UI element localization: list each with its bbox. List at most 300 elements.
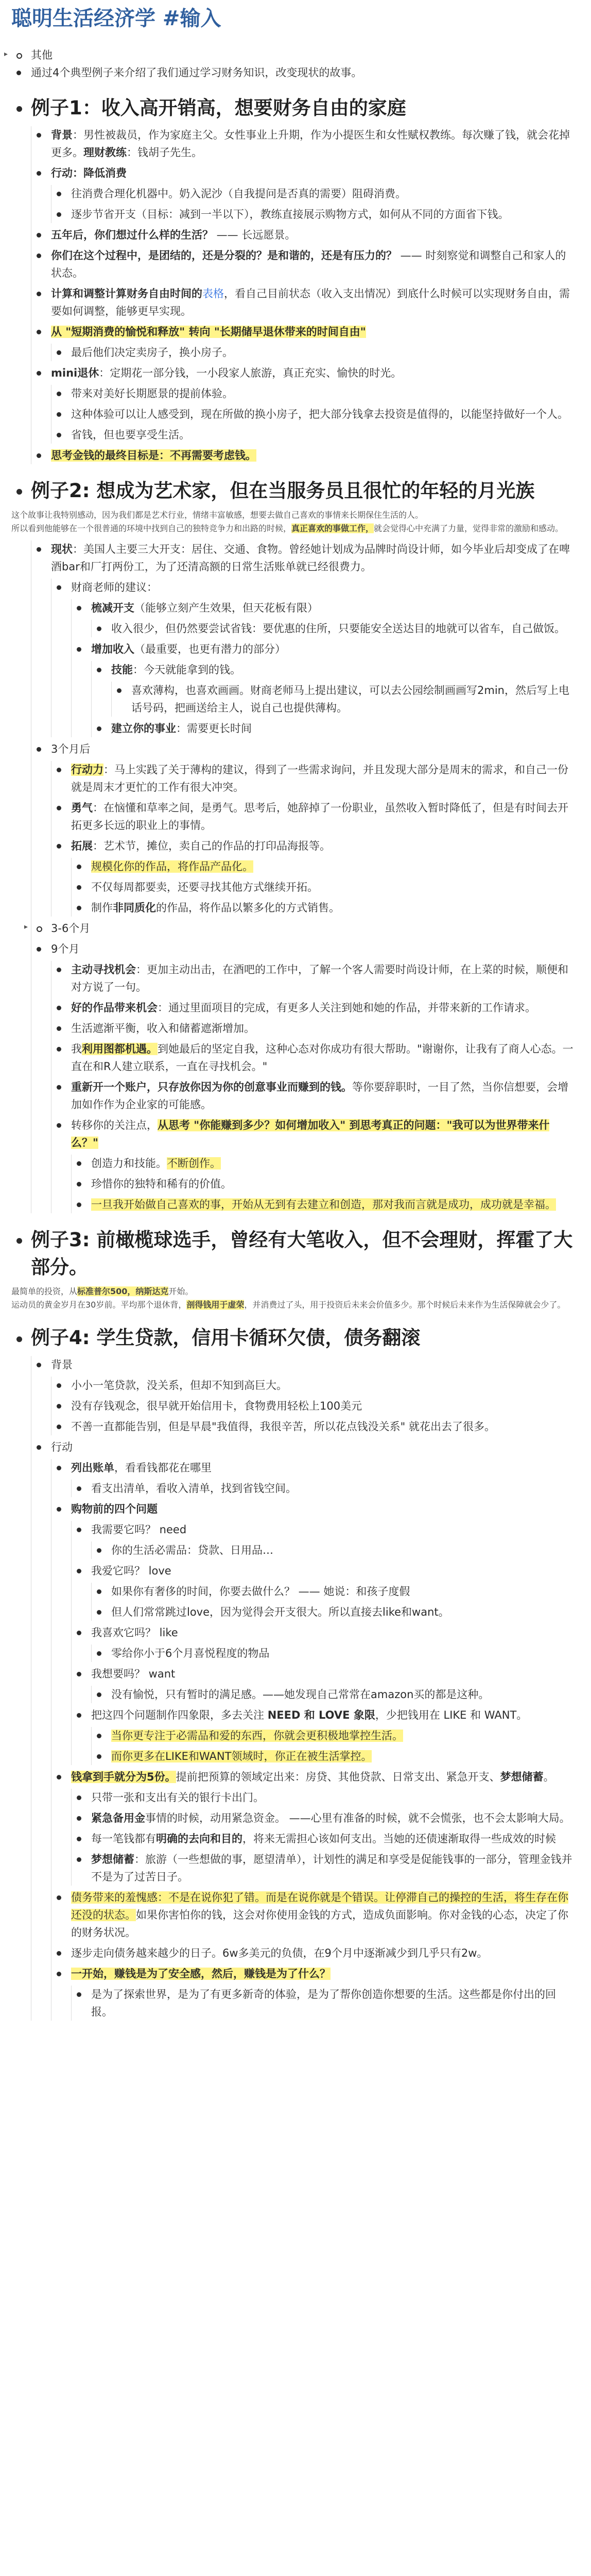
outline-row	[92, 1686, 575, 1703]
text-span: 所以看到他能够在一个很普通的环境中找到自己的独特竞争力和出路的时候，	[11, 523, 292, 533]
text-span: 省钱，但也要享受生活。	[71, 428, 190, 441]
outline-row	[51, 185, 575, 202]
outline-list	[91, 1645, 575, 1662]
text-span: 收入很少，但仍然要尝试省钱：要优惠的住所，只要能安全送达目的地就可以省车，自己做饭。	[111, 622, 565, 635]
text-span: 列出账单	[71, 1461, 114, 1474]
text-span: 通过4个典型例子来介绍了我们通过学习财务知识，改变现状的故事。	[31, 66, 362, 79]
outline-row	[51, 1500, 575, 1518]
outline-row	[11, 64, 575, 81]
outline-list	[71, 1155, 575, 1213]
bullet-icon[interactable]	[77, 1528, 81, 1532]
bullet-icon[interactable]	[37, 547, 41, 552]
list-item	[51, 1459, 575, 1497]
text-span: ：定期花一部分钱，一小段家人旅游，真正充实、愉快的时光。	[99, 366, 402, 379]
text-span: 梦想储蓄	[500, 1771, 544, 1784]
table-link[interactable]: 表格	[202, 287, 224, 300]
list-item	[51, 961, 575, 996]
text-span: 我	[71, 1042, 82, 1055]
outline-row	[72, 1562, 575, 1580]
bullet-icon[interactable]	[57, 1425, 61, 1429]
list-item	[31, 323, 575, 361]
list-item	[51, 1377, 575, 1394]
outline-row	[72, 1155, 575, 1172]
bullet-icon[interactable]	[37, 747, 41, 752]
outline-list	[51, 761, 575, 917]
list-item	[92, 661, 575, 717]
text-span: 剖得钱用于虚荣	[186, 1299, 245, 1310]
outline-row	[92, 720, 575, 737]
outline-list	[71, 1789, 575, 1886]
outline-row	[51, 999, 575, 1016]
outline-row	[4, 46, 575, 64]
list-item	[72, 1830, 575, 1848]
text-span: 从 "短期消费的愉悦和释放" 转向 "长期储早退休带来的时间自由"	[51, 325, 366, 338]
text-span: ：美国人主要三大开支：居住、交通、食物。曾经她计划成为品牌时尚设计师，如今毕业后却变成了在啤酒bar和厂打两份工，为了还清高额的日常生活账单就已经很费力。	[51, 543, 570, 573]
bullet-icon[interactable]	[37, 926, 42, 932]
outline-row	[72, 858, 575, 875]
list-item	[51, 579, 575, 737]
list-item	[24, 920, 575, 937]
text-span: 是为了探索世界，是为了有更多新奇的体验，是为了帮你创造你想要的生活。这些都是你付出的回报。	[91, 1988, 556, 2019]
bullet-icon[interactable]	[37, 292, 41, 296]
bullet-icon[interactable]	[57, 768, 61, 772]
list-item	[72, 1521, 575, 1559]
bullet-icon[interactable]	[97, 668, 101, 672]
ex2-heading: 例子2: 想成为艺术家，但在当服务员且很忙的年轻的月光族	[31, 479, 535, 502]
text-span: 你的生活必需品：贷款、日用品…	[111, 1544, 273, 1556]
bullet-icon[interactable]	[77, 885, 81, 890]
outline-row	[72, 1665, 575, 1683]
text-span: ：艺术节，摊位，卖自己的作品的打印品海报等。	[93, 839, 331, 852]
bullet-icon[interactable]	[37, 233, 41, 238]
bullet-icon[interactable]	[77, 1992, 81, 1997]
text-span: ：钱胡子先生。	[127, 146, 202, 159]
bullet-icon[interactable]	[37, 1445, 41, 1450]
outline-list	[91, 1583, 575, 1621]
outline-list	[11, 95, 575, 464]
outline-row	[51, 1078, 575, 1113]
text-span: 如果你有奢侈的时间，你要去做什么？ —— 她说：和孩子度假	[111, 1585, 410, 1598]
list-item	[92, 1541, 575, 1559]
outline-row	[51, 761, 575, 796]
bullet-icon[interactable]	[77, 1161, 81, 1166]
outline-row	[72, 1480, 575, 1497]
outline-row	[51, 344, 575, 361]
text-span: mini退休	[51, 366, 99, 379]
misc-item	[4, 46, 575, 64]
bullet-icon[interactable]	[77, 865, 81, 869]
ex3-section	[11, 1227, 575, 1311]
expand-arrow-icon[interactable]: ▸	[4, 49, 8, 58]
bullet-icon[interactable]	[77, 1713, 81, 1718]
bullet-icon[interactable]	[16, 53, 22, 59]
bullet-icon[interactable]	[37, 371, 41, 376]
outline-row	[72, 1851, 575, 1886]
text-span: —— 时刻察觉和调整自己和家人的状态。	[51, 249, 566, 279]
text-span: 逐步走向债务越来越少的日子。6w多美元的负债，在9个月中逐渐减少到几乎只有2w。	[71, 1947, 488, 1960]
outline-row	[31, 164, 575, 182]
list-item	[92, 1603, 575, 1621]
outline-row	[51, 1418, 575, 1435]
text-span: （能够立刻产生效果，但天花板有限）	[134, 601, 318, 614]
list-item	[72, 1562, 575, 1621]
bullet-icon[interactable]	[37, 1363, 41, 1367]
intro-item	[11, 64, 575, 81]
text-span: ，看看钱都花在哪里	[114, 1461, 212, 1474]
bullet-icon[interactable]	[77, 1672, 81, 1676]
bullet-icon[interactable]	[57, 1775, 61, 1780]
list-item	[31, 740, 575, 917]
list-item	[31, 1356, 575, 1435]
outline-list	[24, 540, 575, 1214]
text-span: 梦想储蓄	[91, 1853, 134, 1866]
list-item	[92, 1748, 575, 1765]
bullet-icon[interactable]	[77, 1202, 81, 1207]
outline-list	[31, 126, 575, 464]
list-item	[51, 799, 575, 834]
list-item	[31, 1438, 575, 2021]
text-span: 一开始，赚钱是为了安全感，然后，赚钱是为了什么？	[71, 1968, 331, 1980]
text-span: 而你更多在LIKE和WANT领域时，你正在被生活掌控。	[111, 1750, 372, 1763]
text-span: 真正喜欢的事做工作，	[291, 523, 374, 533]
bullet-icon[interactable]	[16, 1238, 22, 1244]
outline-list	[91, 620, 575, 637]
outline-row	[72, 878, 575, 896]
text-span: 看支出清单，看收入清单，找到省钱空间。	[91, 1482, 297, 1495]
bullet-icon[interactable]	[97, 626, 101, 631]
bullet-icon[interactable]	[97, 1589, 101, 1594]
text-span: 我想要吗？ want	[91, 1668, 176, 1681]
text-span: ：马上实践了关于薄构的建议，得到了一些需求询问，并且发现大部分是周末的需求，和自己一份就是周末才更忙的工作有很大冲突。	[71, 763, 568, 793]
bullet-icon[interactable]	[16, 106, 22, 112]
outline-list	[71, 858, 575, 917]
outline-row	[72, 1789, 575, 1806]
bullet-icon[interactable]	[16, 71, 21, 75]
bullet-icon[interactable]	[97, 1734, 101, 1738]
list-item	[31, 285, 575, 320]
outline-list	[71, 599, 575, 737]
text-span: 不善一直都能告别，但是早晨"我值得，我很辛苦，所以花点钱没关系" 就花出去了很多。	[71, 1420, 495, 1433]
bullet-icon[interactable]	[77, 1631, 81, 1635]
text-span: 这种体验可以让人感受到，现在所做的换小房子，把大部分钱拿去投资是值得的，以能坚持做好一个人。	[71, 408, 568, 420]
text-span: 背景	[51, 128, 73, 141]
outline-row	[51, 1768, 575, 1786]
list-item	[51, 1944, 575, 1962]
outline-row	[31, 364, 575, 382]
list-item	[31, 226, 575, 244]
outline-row	[31, 226, 575, 244]
bullet-icon[interactable]	[57, 1026, 61, 1031]
outline-row	[51, 1459, 575, 1477]
list-item	[72, 878, 575, 896]
list-item	[31, 247, 575, 282]
outline-list	[111, 682, 575, 717]
outline-row	[11, 1227, 575, 1281]
outline-row	[92, 1541, 575, 1559]
list-item	[72, 1196, 575, 1213]
text-span: 明确的去向和目的	[156, 1833, 242, 1845]
outline-row	[51, 1889, 575, 1941]
list-item	[51, 1078, 575, 1113]
list-item	[72, 1624, 575, 1662]
bullet-icon[interactable]	[57, 1383, 61, 1388]
text-span: 背景	[51, 1358, 73, 1371]
list-item	[72, 1851, 575, 1886]
bullet-icon[interactable]	[77, 647, 81, 652]
text-span: 降低消费	[83, 166, 127, 179]
outline-row	[31, 285, 575, 320]
text-span: 生活遮渐平衡，收入和储蓄遮渐增加。	[71, 1022, 255, 1035]
list-item	[72, 1665, 575, 1703]
text-span: ：通过里面项目的完成，有更多人关注到她和她的作品，并带来新的工作请求。	[158, 1001, 536, 1014]
outline-row	[51, 1397, 575, 1415]
outline-row	[31, 1356, 575, 1374]
text-span: 利用图都机遇。	[82, 1042, 158, 1055]
list-item	[112, 682, 575, 717]
bullet-icon[interactable]	[57, 1085, 61, 1090]
list-item	[92, 1727, 575, 1744]
ex1-background	[31, 126, 575, 161]
outline-row	[112, 682, 575, 717]
list-item	[72, 1175, 575, 1193]
list-item	[72, 1809, 575, 1827]
bullet-icon[interactable]	[57, 1507, 61, 1512]
outline-row	[31, 540, 575, 575]
text-span: ：男性被裁员，作为家庭主父。女性事业上升期，作为小提医生和女性赋权教练。每次赚了钱，就会花掉更多。	[51, 128, 570, 159]
bullet-icon[interactable]	[37, 253, 41, 258]
bullet-icon[interactable]	[77, 906, 81, 910]
text-span: 行动	[51, 1440, 73, 1453]
bullet-icon[interactable]	[37, 947, 41, 952]
outline-row	[51, 426, 575, 444]
bullet-icon[interactable]	[97, 726, 101, 731]
list-item	[51, 385, 575, 402]
list-item	[72, 640, 575, 737]
outline-row	[72, 899, 575, 917]
text-span: 。	[543, 1771, 554, 1784]
bullet-icon[interactable]	[37, 330, 41, 334]
bullet-icon[interactable]	[57, 1404, 61, 1409]
bullet-icon[interactable]	[57, 1951, 61, 1956]
text-span: 钱拿到手就分为5份。	[71, 1771, 176, 1784]
text-span: 不仅每周都要卖，还要寻找其他方式继续开拓。	[91, 880, 318, 893]
bullet-icon[interactable]	[77, 1486, 81, 1491]
list-item	[92, 1645, 575, 1662]
text-span: 标准普尔500，纳斯达克	[77, 1286, 169, 1297]
outline-row	[51, 961, 575, 996]
bullet-icon[interactable]	[97, 1651, 101, 1656]
bullet-icon[interactable]	[57, 433, 61, 437]
ex1-heading: 例子1：收入高开销高，想要财务自由的家庭	[31, 97, 406, 120]
bullet-icon[interactable]	[57, 806, 61, 810]
bullet-icon[interactable]	[57, 585, 61, 590]
outline-list	[71, 1521, 575, 1765]
bullet-icon[interactable]	[57, 412, 61, 417]
outline-row	[72, 599, 575, 617]
list-item	[31, 364, 575, 444]
outline-row	[11, 95, 575, 122]
text-span: 从思考 "你能赚到多少？如何增加收入" 到思考真正的问题："我可以为世界带来什么？"	[71, 1119, 550, 1149]
bullet-icon[interactable]	[77, 1837, 81, 1841]
list-item	[31, 940, 575, 1213]
outline-row	[92, 661, 575, 679]
outline-row	[51, 1944, 575, 1962]
bullet-icon[interactable]	[57, 1895, 61, 1900]
list-item	[92, 1686, 575, 1703]
outline-list	[51, 1459, 575, 2021]
bullet-icon[interactable]	[57, 350, 61, 355]
bullet-icon[interactable]	[37, 171, 41, 176]
text-span: 如果你害怕你的钱，这会对你使用金钱的方式，造成负面影响。你对金钱的心态，决定了你的财务状况。	[71, 1909, 568, 1939]
bullet-icon[interactable]	[77, 1182, 81, 1187]
bullet-icon[interactable]	[97, 1754, 101, 1759]
outline-list	[51, 344, 575, 361]
bullet-icon[interactable]	[97, 1610, 101, 1615]
bullet-icon[interactable]	[57, 1047, 61, 1052]
list-item	[51, 1116, 575, 1213]
bullet-icon[interactable]	[37, 133, 41, 138]
bullet-icon[interactable]	[97, 1548, 101, 1553]
list-item	[31, 447, 575, 464]
text-span: 3-6个月	[51, 922, 91, 935]
list-item	[51, 344, 575, 361]
text-span: ，将来无需担心该如何支出。当她的还债速渐取得一些成效的时候	[242, 1833, 556, 1845]
text-span: 最简单的投资，从	[11, 1286, 78, 1297]
list-item	[51, 1020, 575, 1037]
ex4-heading: 例子4: 学生贷款，信用卡循环欠债，债务翻滚	[31, 1327, 421, 1349]
list-item	[72, 1480, 575, 1497]
text-span: 其他	[31, 49, 53, 61]
text-span: 的作品，将作品以繁多化的方式销售。	[156, 901, 340, 914]
bullet-icon[interactable]	[97, 1692, 101, 1697]
text-span: 开始。	[168, 1286, 194, 1297]
text-span: 理财教练	[83, 146, 127, 159]
list-item	[92, 720, 575, 737]
text-span: 提前把预算的领域定出来：房贷、其他贷款、日常支出、紧急开支、	[176, 1771, 500, 1784]
list-item	[51, 206, 575, 223]
outline-row	[72, 1624, 575, 1641]
bullet-icon[interactable]	[16, 1336, 22, 1342]
bullet-icon[interactable]	[57, 1466, 61, 1470]
list-item	[92, 620, 575, 637]
outline-row	[72, 640, 575, 658]
list-item	[51, 761, 575, 796]
list-item	[51, 405, 575, 423]
bullet-icon[interactable]	[37, 453, 41, 458]
outline-row	[51, 579, 575, 596]
outline-row	[31, 447, 575, 464]
outline-list	[91, 1541, 575, 1559]
list-item	[51, 1965, 575, 2021]
list-item	[72, 899, 575, 917]
outline-row	[51, 1377, 575, 1394]
bullet-icon[interactable]	[57, 1123, 61, 1128]
bullet-icon[interactable]	[57, 392, 61, 396]
list-item	[51, 837, 575, 917]
bullet-icon[interactable]	[57, 968, 61, 972]
outline-row	[72, 1986, 575, 2021]
outline-row	[51, 385, 575, 402]
text-span: 喜欢薄构，也喜欢画画。财商老师马上提出建议，可以去公园绘制画画写2min，然后写上电话号码，把画送给主人，说自己也提供薄构。	[131, 684, 569, 714]
text-span: 没有存钱观念，很早就开始信用卡，食物费用轻松上100美元	[71, 1399, 362, 1412]
text-span: 重新开一个账户，只存放你因为你的创意事业而赚到的钱。	[71, 1080, 352, 1093]
outline-row	[72, 1809, 575, 1827]
text-span: ，看自己目前状态（收入支出情况）到底什么时候可以实现财务自由，需要如何调整，能够更早实现。	[51, 287, 570, 317]
bullet-icon[interactable]	[57, 1972, 61, 1976]
bullet-icon[interactable]	[57, 844, 61, 849]
outline-row	[31, 940, 575, 958]
text-span: ，少把钱用在 LIKE 和 WANT。	[375, 1709, 528, 1722]
list-item	[51, 1040, 575, 1075]
list-item	[51, 1768, 575, 1886]
outline-list	[31, 1356, 575, 2021]
text-span: 往消费合理化机器中。奶入泥沙（自我提问是否真的需要）阻碍消费。	[71, 187, 406, 200]
list-item	[72, 599, 575, 637]
bullet-icon[interactable]	[77, 606, 81, 611]
outline-row	[92, 1583, 575, 1600]
text-span: 主动寻找机会	[71, 963, 136, 976]
ex3-notes	[11, 1285, 575, 1311]
text-span: 事情的时候，动用紧急资金。 ——心里有准备的时候，就不会慌张，也不会太影响大局。	[145, 1812, 570, 1825]
bullet-icon[interactable]	[77, 1795, 81, 1800]
text-span: 勇气	[71, 801, 93, 814]
outline-list	[11, 478, 575, 1213]
ex2-section	[11, 478, 575, 1213]
outline-list	[11, 1227, 575, 1311]
text-span: ：今天就能拿到的钱。	[133, 663, 241, 676]
expand-arrow-icon[interactable]: ▸	[24, 923, 28, 931]
text-span: 运动员的黄金岁月在30岁前。平均那个退休背，	[11, 1299, 187, 1310]
list-item	[31, 540, 575, 737]
text-span: 梳减开支	[91, 601, 134, 614]
list-item	[72, 1986, 575, 2021]
bullet-icon[interactable]	[57, 212, 61, 217]
bullet-icon[interactable]	[77, 1857, 81, 1862]
bullet-icon[interactable]	[117, 688, 121, 693]
outline-row	[31, 126, 575, 161]
text-span: 9个月	[51, 942, 80, 955]
bullet-icon[interactable]	[57, 1006, 61, 1010]
text-span: 购物前的四个问题	[71, 1502, 158, 1515]
outline-row	[72, 1521, 575, 1538]
text-span: —— 长远愿景。	[213, 228, 296, 241]
text-span: 一旦我开始做自己喜欢的事，开始从无到有去建立和创造，那对我而言就是成功，成功就是幸福。	[91, 1198, 556, 1211]
outline-row	[51, 1040, 575, 1075]
ex2-intro	[11, 509, 575, 535]
text-span: 五年后，你们想过什么样的生活？	[51, 228, 213, 241]
outline-list	[91, 661, 575, 737]
text-span: 非同质化	[113, 901, 156, 914]
text-span: 没有愉悦，只有暂时的满足感。——她发现自己常常在amazon买的都是这种。	[111, 1688, 490, 1701]
bullet-icon[interactable]	[57, 192, 61, 196]
text-span: 小小一笔贷款，没关系，但却不知到高巨大。	[71, 1379, 287, 1392]
text-span: 珍惜你的独特和稀有的价值。	[91, 1178, 232, 1191]
text-span: 思考金钱的最终目标是：不再需要考虑钱。	[51, 449, 256, 462]
outline-list	[51, 1377, 575, 1435]
text-span: 转移你的关注点，	[71, 1119, 158, 1131]
outline-row	[51, 1020, 575, 1037]
outline-list	[91, 1686, 575, 1703]
list-item	[51, 1889, 575, 1941]
bullet-icon[interactable]	[77, 1569, 81, 1573]
text-span: ：需要更长时间	[176, 722, 252, 735]
outline-row	[31, 247, 575, 282]
text-span: 每一笔钱都有	[91, 1833, 156, 1845]
text-span: 把这四个问题制作四象限，多去关注	[91, 1709, 268, 1722]
bullet-icon[interactable]	[77, 1816, 81, 1821]
bullet-icon[interactable]	[16, 489, 22, 495]
text-span: ：更加主动出击，在酒吧的工作中，了解一个客人需要时尚设计师，在上菜的时候，顺便和对方说了一句。	[71, 963, 568, 993]
